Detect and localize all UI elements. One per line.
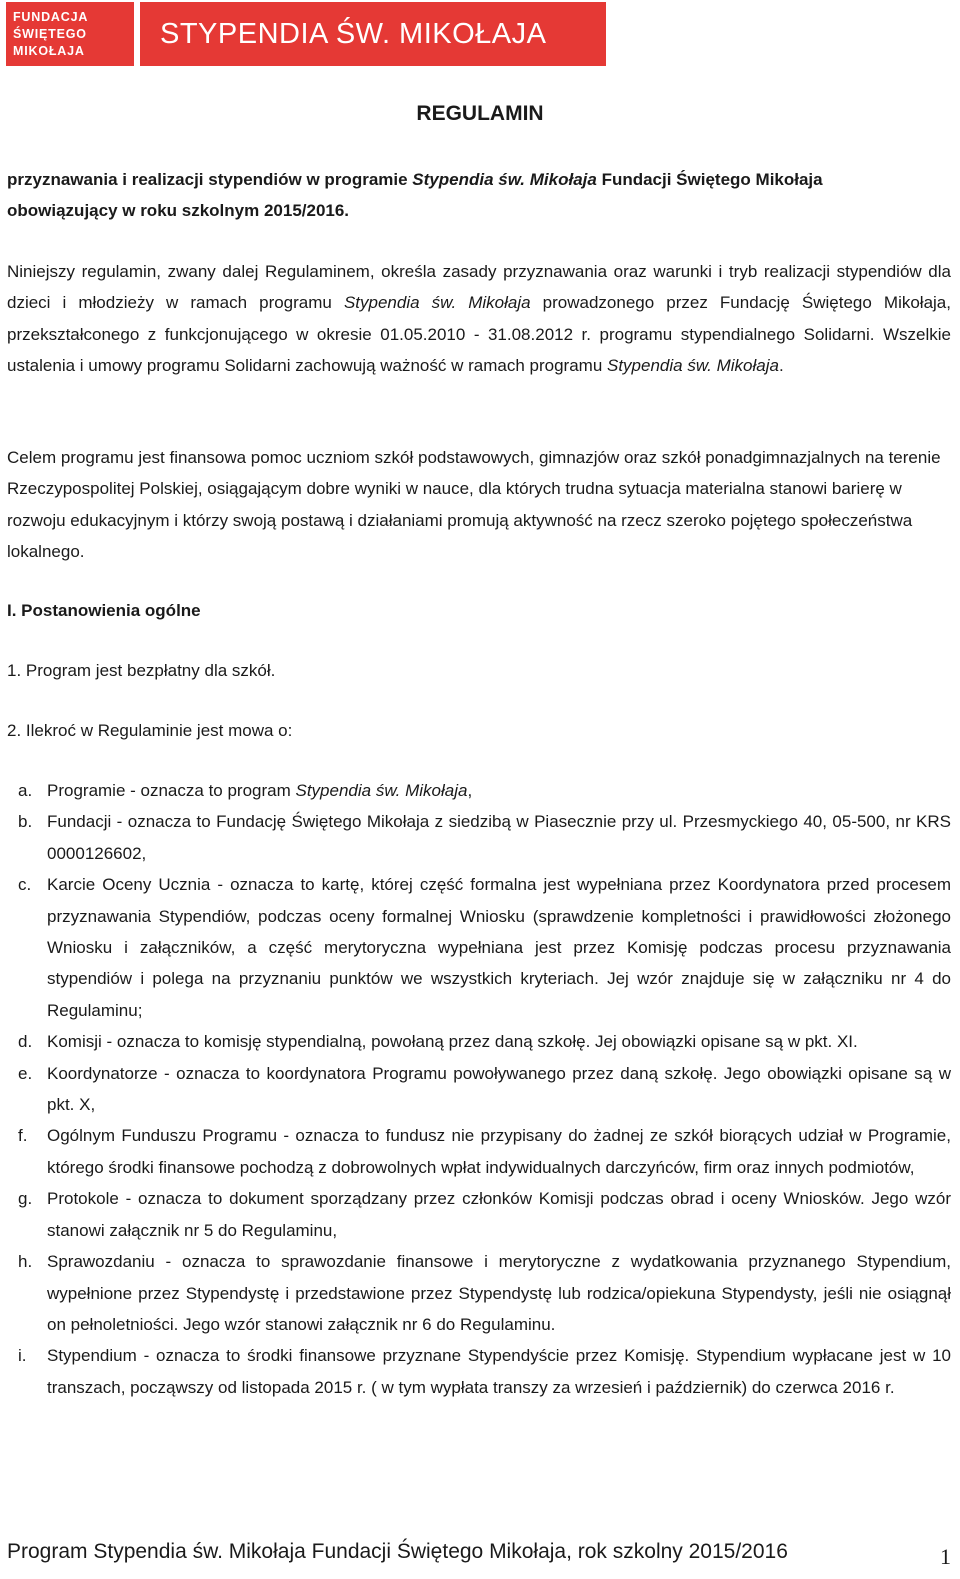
intro-paragraph: Niniejszy regulamin, zwany dalej Regulaminem, określa zasady przyznawania oraz warunki i tryb realizacji stypendiów dla dzieci i młodzieży w ramach programu Stypendia św. Mikołaja prowadzonego przez Fundację Świętego Mikołaja, przekształconego z funkcjonującego w okresie 01.05.2010 - 31.08.2012 r. programu stypendialnego Solidarni. Wszelkie ustalenia i umowy programu Solidarni zachowują ważność w ramach programu Stypendia św. Mikołaja.: [7, 262, 951, 376]
section-heading: I. Postanowienia ogólne: [7, 601, 201, 620]
foundation-logo: [6, 2, 134, 66]
point-1: 1. Program jest bezpłatny dla szkół.: [7, 661, 276, 680]
document-title: REGULAMIN: [416, 102, 544, 125]
page-number: 1: [940, 1544, 951, 1569]
list-item: b. Fundacji - oznacza to Fundację Świętego Mikołaja z siedzibą w Piasecznie przy ul. Przesmyckiego 40, 05-500, nr KRS 0000126602,: [18, 812, 951, 863]
list-item: g. Protokole - oznacza to dokument sporządzany przez członków Komisji podczas obrad i oceny Wniosków. Jego wzór stanowi załącznik nr 5 do Regulaminu,: [18, 1189, 951, 1240]
list-item: a. Programie - oznacza to program Stypendia św. Mikołaja,: [18, 781, 473, 800]
logo-line-2: ŚWIĘTEGO: [13, 27, 87, 41]
document-subtitle: [7, 164, 951, 227]
list-item: e. Koordynatorze - oznacza to koordynatora Programu powoływanego przez daną szkołę. Jego obowiązki opisane są w pkt. X,: [18, 1063, 951, 1115]
list-item: f. Ogólnym Funduszu Programu - oznacza to fundusz nie przypisany do żadnej ze szkół biorących udział w Programie, którego środki finansowe pochodzą z dobrowolnych wpłat indywidualnych darczyńców, firm oraz innych podmiotów,: [18, 1126, 951, 1177]
definitions-list: [7, 775, 951, 1403]
goal-paragraph: Celem programu jest finansowa pomoc uczniom szkół podstawowych, gimnazjów oraz szkół ponadgimnazjalnych na terenie Rzeczypospolitej Polskiej, osiągającym dobre wyniki w nauce, dla których trudna sytuacja materialna stanowi barierę w rozwoju edukacyjnym i którzy swoją postawą i działaniami promują aktywność na rzecz szeroko pojętego społeczeństwa lokalnego.: [7, 448, 941, 562]
footer-text: Program Stypendia św. Mikołaja Fundacji Świętego Mikołaja, rok szkolny 2015/2016: [7, 1540, 788, 1563]
list-item: d. Komisji - oznacza to komisję stypendialną, powołaną przez daną szkołę. Jej obowiązki opisane są w pkt. XI.: [18, 1032, 858, 1052]
point-2: 2. Ilekroć w Regulaminie jest mowa o:: [7, 721, 293, 740]
page-footer: [7, 1540, 951, 1569]
subtitle-line-1: przyznawania i realizacji stypendiów w programie Stypendia św. Mikołaja Fundacji Świętego Mikołaja: [7, 170, 823, 189]
header: [6, 2, 606, 66]
list-item: c. Karcie Oceny Ucznia - oznacza to kartę, której część formalna jest wypełniana przez Koordynatora przed procesem przyznawania Stypendiów, podczas oceny formalnej Wniosku (sprawdzenie kompletności i prawidłowości złożonego Wniosku i załączników, a część merytoryczna wypełniana jest przez Komisję podczas procesu przyznawania stypendiów i polega na przyznaniu punktów we wszystkich kryteriach. Jej wzór znajduje się w załączniku nr 4 do Regulaminu;: [18, 875, 951, 1020]
list-item: i. Stypendium - oznacza to środki finansowe przyznane Stypendyście przez Komisję. Stypendium wypłacane jest w 10 transzach, począwszy od listopada 2015 r. ( w tym wypłata transzy za wrzesień i październik) do czerwca 2016 r.: [18, 1346, 951, 1397]
list-item: h. Sprawozdaniu - oznacza to sprawozdanie finansowe i merytoryczne z wydatkowania przyznanego Stypendium, wypełnione przez Stypendystę i przedstawione przez Stypendystę lub rodzica/opiekuna Stypendysty, jeśli nie osiągnął on pełnoletniości. Jego wzór stanowi załącznik nr 6 do Regulaminu.: [18, 1252, 951, 1334]
program-banner: STYPENDIA ŚW. MIKOŁAJA: [140, 2, 606, 66]
logo-line-1: FUNDACJA: [13, 10, 89, 24]
subtitle-line-2: obowiązujący w roku szkolnym 2015/2016.: [7, 201, 350, 221]
logo-line-3: MIKOŁAJA: [13, 44, 85, 58]
